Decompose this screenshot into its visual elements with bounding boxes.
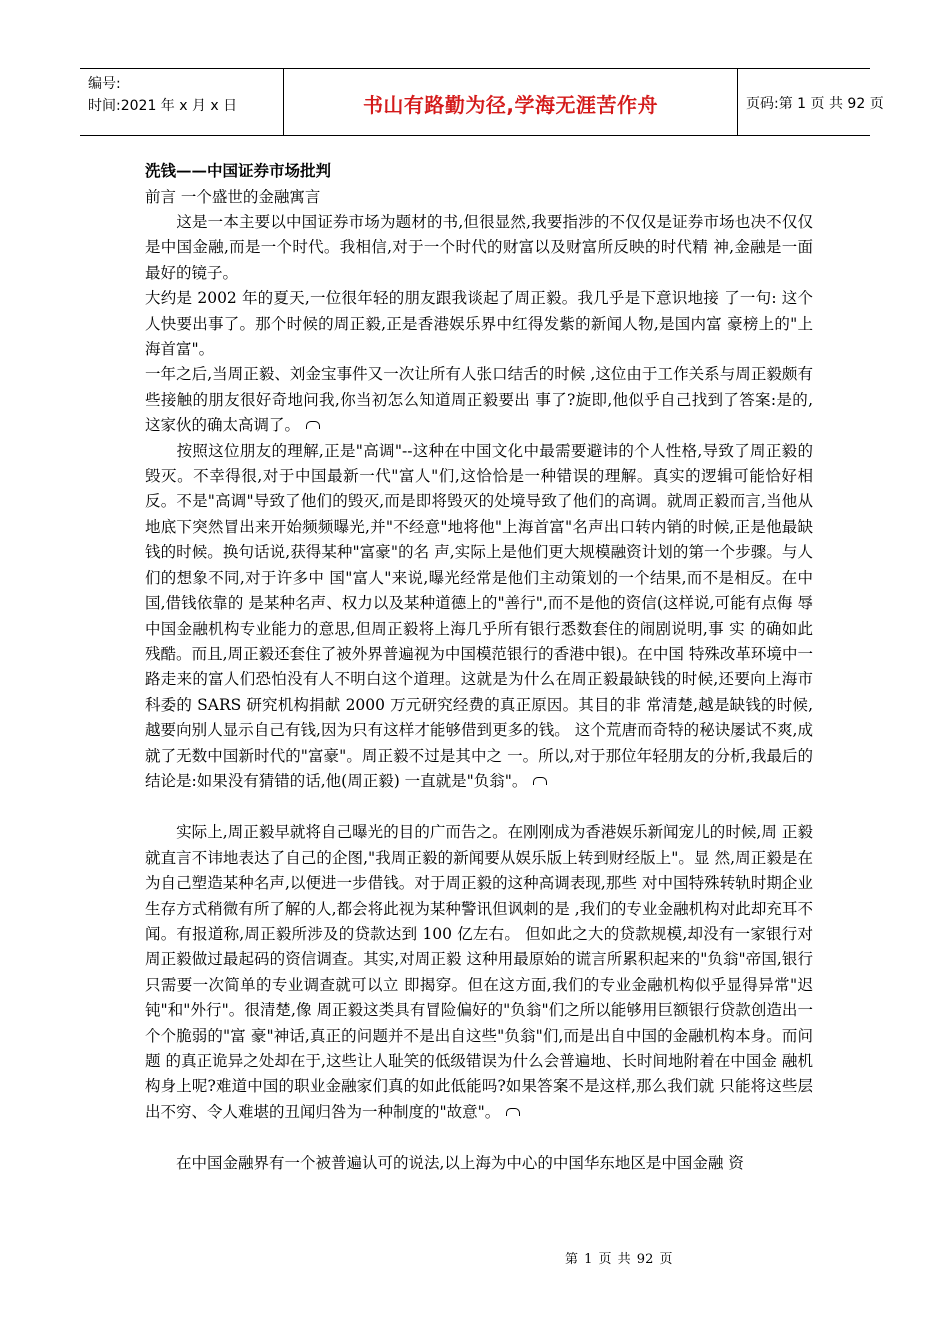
- footnote-mark-icon: [506, 1108, 520, 1116]
- paragraph-text: 按照这位朋友的理解,正是"高调"--这种在中国文化中最需要避讳的个人性格,导致了周正毅的毁灭。不幸得很,对于中国最新一代"富人"们,这恰恰是一种错误的理解。真实的逻辑可能恰好相反。不是"高调"导致了他们的毁灭,而是即将毁灭的处境导致了他们的高调。就周正毅而言,当他从地底下突然冒出来开始频频曝光,并"不经意"地将他"上海首富"名声出口转内销的时候,正是他最缺钱的时候。换句话说,获得某种"富豪"的名 声,实际上是他们更大规模融资计划的第一个步骤。与人们的想象不同,对于许多中 国"富人"来说,曝光经常是他们主动策划的一个结果,而不是相反。在中国,借钱依靠的 是某种名声、权力以及某种道德上的"善行",而不是他的资信(这样说,可能有点侮 辱中国金融机构专业能力的意思,但周正毅将上海几乎所有银行悉数套住的闹剧说明,事 实 的确如此残酷。而且,周正毅还套住了被外界普遍视为中国模范银行的香港中银)。在中国 特殊改革环境中一路走来的富人们恐怕没有人不明白这个道理。这就是为什么在周正毅最缺钱的时候,还要向上海市科委的 SARS 研究机构捐献 2000 万元研究经费的真正原因。其目的非 常清楚,越是缺钱的时候,越要向别人显示自己有钱,因为只有这样才能够借到更多的钱。 这个荒唐而奇特的秘诀屡试不爽,成就了无数中国新时代的"富豪"。周正毅不过是其中之 一。所以,对于那位年轻朋友的分析,我最后的结论是:如果没有猜错的话,他(周正毅) 一直就是"负翁"。: [145, 441, 813, 790]
- document-subtitle: 前言 一个盛世的金融寓言: [145, 188, 321, 206]
- header-motto: 书山有路勤为径,学海无涯苦作舟: [284, 69, 738, 135]
- footnote-mark-icon: [306, 421, 320, 429]
- paragraph: [145, 439, 813, 795]
- document-body: [145, 158, 813, 1177]
- document-number-label: 编号:: [88, 76, 121, 92]
- header-meta: [80, 69, 284, 135]
- paragraph-text: 一年之后,当周正毅、刘金宝事件又一次让所有人张口结舌的时候 ,这位由于工作关系与周正毅颇有些接触的朋友很好奇地问我,你当初怎么知道周正毅要出 事了?旋即,他似乎自己找到了答案:是的,这家伙的确太高调了。: [145, 365, 813, 435]
- document-title: 洗钱——中国证券市场批判: [145, 161, 332, 180]
- header-page-info: 页码:第 1 页 共 92 页: [746, 96, 884, 112]
- paragraph: [145, 1151, 813, 1176]
- paragraph: [145, 210, 813, 286]
- paragraph: [145, 362, 813, 438]
- paragraph-text: 这是一本主要以中国证券市场为题材的书,但很显然,我要指涉的不仅仅是证券市场也决不仅仅是中国金融,而是一个时代。我相信,对于一个时代的财富以及财富所反映的时代精 神,金融是一面最好的镜子。: [145, 213, 813, 282]
- document-date-label: 时间:2021 年 x 月 x 日: [88, 98, 238, 114]
- paragraph-text: 在中国金融界有一个被普遍认可的说法,以上海为中心的中国华东地区是中国金融 资: [145, 1154, 744, 1173]
- footnote-mark-icon: [533, 777, 547, 785]
- page-header: [80, 68, 884, 136]
- page-footer: 第 1 页 共 92 页: [565, 1252, 673, 1267]
- paragraph-spacer: [145, 794, 813, 820]
- paragraph-text: 实际上,周正毅早就将自己曝光的目的广而告之。在刚刚成为香港娱乐新闻宠儿的时候,周 正毅就直言不讳地表达了自己的企图,"我周正毅的新闻要从娱乐版上转到财经版上"。显 然,周正毅是在为自己塑造某种名声,以便进一步借钱。对于周正毅的这种高调表现,那些 对中国特殊转轨时期企业生存方式稍微有所了解的人,都会将此视为某种警讯但讽刺的是 ,我们的专业金融机构对此却充耳不闻。有报道称,周正毅所涉及的贷款达到 100 亿左右。 但如此之大的贷款规模,却没有一家银行对周正毅做过最起码的资信调查。其实,对周正毅 这种用最原始的谎言所累积起来的"负翁"帝国,银行只需要一次简单的专业调查就可以立 即揭穿。但在这方面,我们的专业金融机构似乎显得异常"迟钝"和"外行"。很清楚,像 周正毅这类具有冒险偏好的"负翁"们之所以能够用巨额银行贷款创造出一个个脆弱的"富 豪"神话,真正的问题并不是出自这些"负翁"们,而是出自中国的金融机构本身。而问题 的真正诡异之处却在于,这些让人耻笑的低级错误为什么会普遍地、长时间地附着在中国金 融机构身上呢?难道中国的职业金融家们真的如此低能吗?如果答案不是这样,那么我们就 只能将这些层出不穷、令人难堪的丑闻归咎为一种制度的"故意"。: [145, 823, 813, 1121]
- paragraph-text: 大约是 2002 年的夏天,一位很年轻的朋友跟我谈起了周正毅。我几乎是下意识地接 了一句: 这个人快要出事了。那个时候的周正毅,正是香港娱乐界中红得发紫的新闻人物,是国内富 豪榜上的"上海首富"。: [145, 289, 813, 359]
- paragraph: [145, 820, 813, 1125]
- paragraph: [145, 286, 813, 362]
- paragraph-spacer: [145, 1125, 813, 1151]
